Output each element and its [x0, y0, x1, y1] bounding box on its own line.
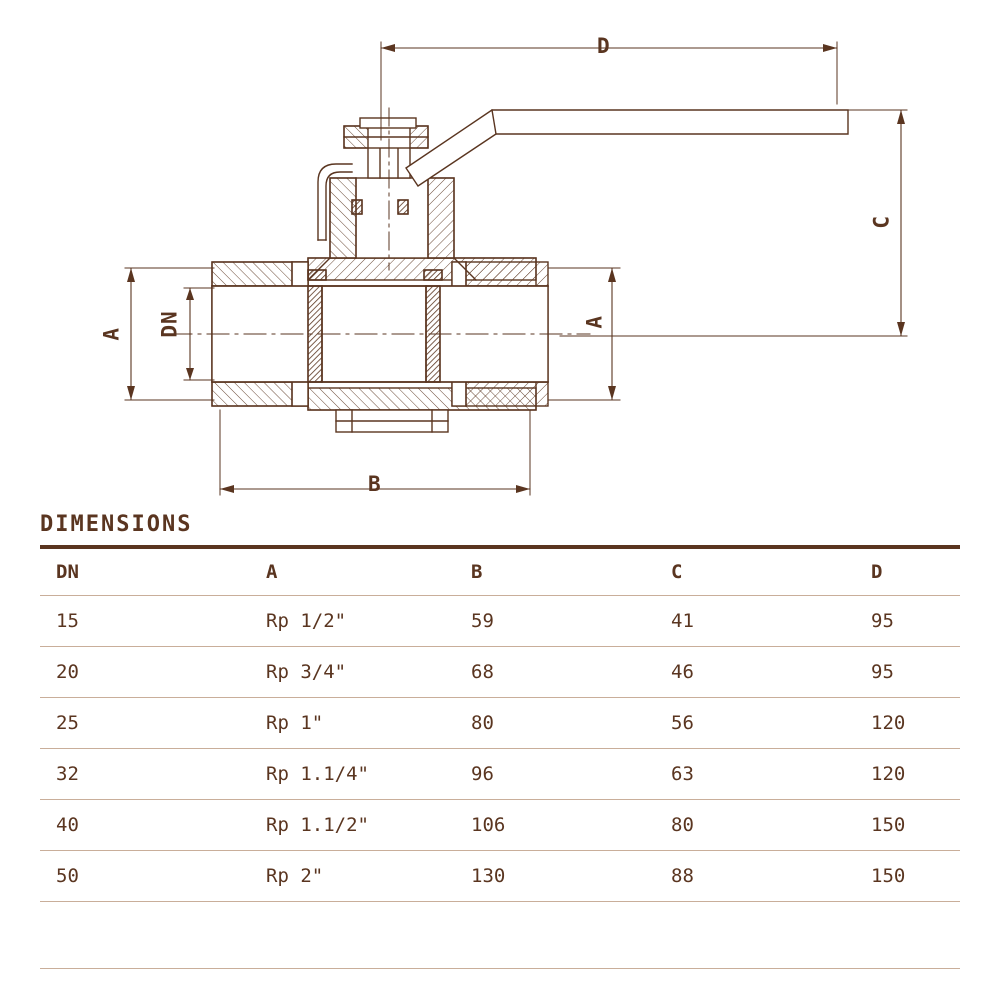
dimension-label-c: C	[869, 215, 894, 229]
table-row	[40, 851, 960, 902]
valve-bore	[170, 286, 590, 382]
column-header-b: B	[455, 547, 655, 596]
column-header-c: C	[655, 547, 855, 596]
cell-d: 150	[855, 800, 960, 851]
cell-b: 68	[455, 647, 655, 698]
dimension-label-a-right: A	[582, 315, 607, 329]
valve-bottom-plug	[336, 410, 448, 432]
cell-c: 63	[655, 749, 855, 800]
table-row	[40, 800, 960, 851]
table-header-row	[40, 547, 960, 596]
cell-b: 80	[455, 698, 655, 749]
cell-d: 150	[855, 851, 960, 902]
dimensions-table	[40, 545, 960, 902]
cell-a: Rp 1"	[250, 698, 455, 749]
table-row	[40, 647, 960, 698]
cell-a: Rp 1.1/2"	[250, 800, 455, 851]
dimension-label-d: D	[597, 34, 611, 58]
valve-lever-handle	[406, 110, 848, 186]
cell-c: 46	[655, 647, 855, 698]
cell-c: 88	[655, 851, 855, 902]
cell-d: 95	[855, 596, 960, 647]
cell-c: 56	[655, 698, 855, 749]
cell-d: 95	[855, 647, 960, 698]
cell-a: Rp 2"	[250, 851, 455, 902]
column-header-d: D	[855, 547, 960, 596]
dimensions-section	[40, 512, 960, 902]
table-row	[40, 596, 960, 647]
dimension-label-b: B	[368, 472, 382, 496]
cell-dn: 25	[40, 698, 250, 749]
cell-d: 120	[855, 749, 960, 800]
cell-dn: 15	[40, 596, 250, 647]
column-header-dn: DN	[40, 547, 250, 596]
cell-c: 41	[655, 596, 855, 647]
table-row	[40, 749, 960, 800]
cell-c: 80	[655, 800, 855, 851]
column-header-a: A	[250, 547, 455, 596]
cell-a: Rp 3/4"	[250, 647, 455, 698]
cell-a: Rp 1/2"	[250, 596, 455, 647]
cell-b: 96	[455, 749, 655, 800]
dimensions-title: DIMENSIONS	[40, 512, 193, 537]
cell-d: 120	[855, 698, 960, 749]
cell-dn: 40	[40, 800, 250, 851]
table-row	[40, 698, 960, 749]
cell-b: 106	[455, 800, 655, 851]
cell-dn: 50	[40, 851, 250, 902]
table-bottom-divider	[40, 968, 960, 969]
cell-dn: 20	[40, 647, 250, 698]
dimension-label-dn: DN	[157, 310, 182, 338]
cell-dn: 32	[40, 749, 250, 800]
cell-b: 130	[455, 851, 655, 902]
cell-b: 59	[455, 596, 655, 647]
cell-a: Rp 1.1/4"	[250, 749, 455, 800]
dimension-label-a-left: A	[99, 327, 124, 341]
